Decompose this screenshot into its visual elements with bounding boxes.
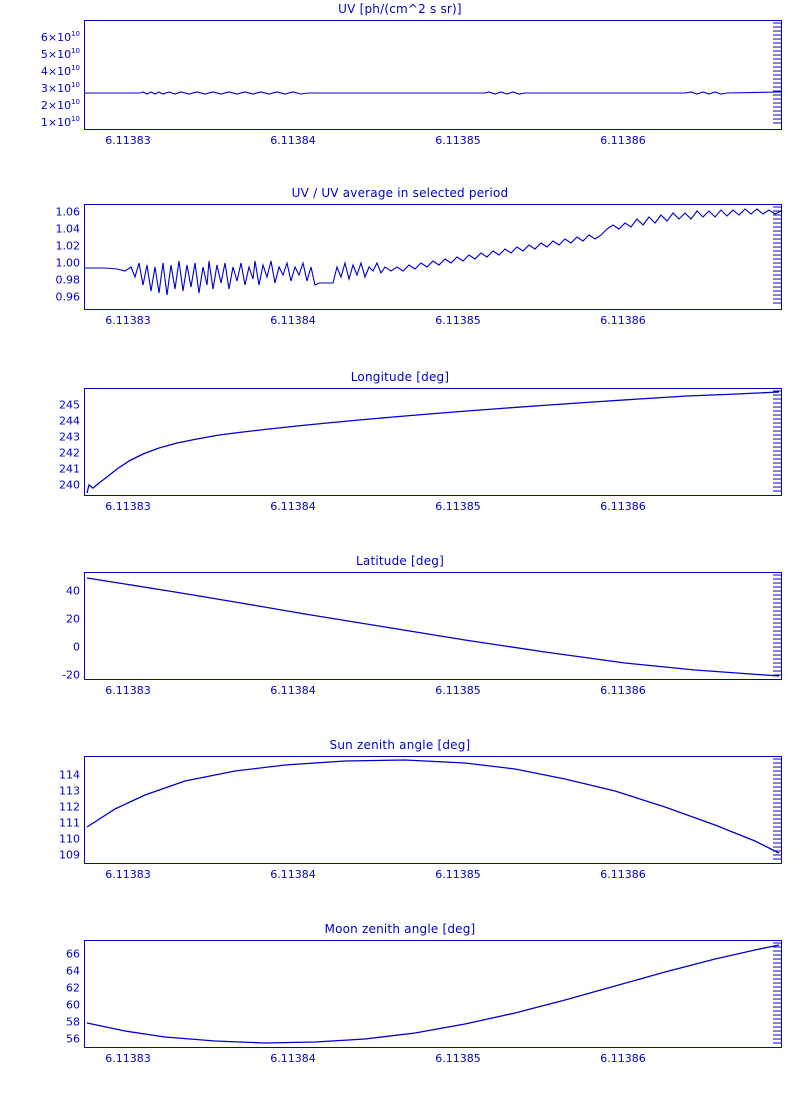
y-tick: 20 [66, 612, 80, 626]
y-tick: 60 [66, 998, 80, 1012]
panel-latitude [0, 546, 800, 716]
y-tick: 62 [66, 981, 80, 995]
panel-sun-zenith-y-axis [0, 756, 80, 864]
panel-longitude-plot [84, 388, 782, 496]
y-tick: $4\times 10^{10}$ [40, 64, 80, 78]
y-tick: $6\times 10^{10}$ [40, 30, 80, 44]
panel-uv-ratio-title: UV / UV average in selected period [291, 186, 509, 200]
panel-moon-zenith-plot [84, 940, 782, 1048]
x-tick: 6.11383 [105, 134, 151, 147]
panel-longitude [0, 362, 800, 532]
panel-sun-zenith-title: Sun zenith angle [deg] [329, 738, 471, 752]
panel-latitude-line [85, 573, 781, 679]
panel-uv-ratio [0, 178, 800, 348]
panel-sun-zenith-plot [84, 756, 782, 864]
x-tick: 6.11386 [600, 500, 646, 513]
y-tick: $5\times 10^{10}$ [40, 47, 80, 61]
y-tick: $3\times 10^{10}$ [40, 81, 80, 95]
x-tick: 6.11386 [600, 134, 646, 147]
y-tick: 0 [73, 640, 80, 654]
x-tick: 6.11384 [270, 868, 316, 881]
x-tick: 6.11385 [435, 134, 481, 147]
panel-uv-plot [84, 20, 782, 130]
y-tick: $2\times 10^{10}$ [40, 98, 80, 112]
panel-uv-ratio-x-axis [84, 314, 782, 330]
y-tick: -20 [62, 668, 80, 682]
x-tick: 6.11385 [435, 314, 481, 327]
panel-uv-ratio-plot [84, 204, 782, 310]
y-tick: 244 [59, 414, 80, 428]
panel-uv-ratio-line [85, 205, 781, 309]
x-tick: 6.11383 [105, 314, 151, 327]
panel-longitude-x-axis [84, 500, 782, 516]
y-tick: 112 [59, 800, 80, 814]
y-tick: 1.06 [55, 205, 80, 219]
y-tick: $1\times 10^{10}$ [40, 115, 80, 129]
x-tick: 6.11383 [105, 1052, 151, 1065]
panel-moon-zenith-title: Moon zenith angle [deg] [324, 922, 476, 936]
y-tick: 111 [59, 816, 80, 830]
y-tick: 58 [66, 1015, 80, 1029]
panel-uv-x-axis [84, 134, 782, 150]
x-tick: 6.11384 [270, 684, 316, 697]
x-tick: 6.11384 [270, 314, 316, 327]
x-tick: 6.11383 [105, 500, 151, 513]
panel-latitude-x-axis [84, 684, 782, 700]
panel-latitude-title: Latitude [deg] [356, 554, 444, 568]
y-tick: 1.04 [55, 222, 80, 236]
x-tick: 6.11384 [270, 500, 316, 513]
y-tick: 64 [66, 964, 80, 978]
panel-moon-zenith-y-axis [0, 940, 80, 1048]
y-tick: 245 [59, 398, 80, 412]
x-tick: 6.11386 [600, 684, 646, 697]
x-tick: 6.11386 [600, 868, 646, 881]
y-tick: 66 [66, 947, 80, 961]
y-tick: 1.00 [55, 256, 80, 270]
panel-moon-zenith [0, 914, 800, 1084]
x-tick: 6.11385 [435, 500, 481, 513]
y-tick: 56 [66, 1032, 80, 1046]
panel-sun-zenith [0, 730, 800, 900]
panel-uv-line [85, 21, 781, 129]
panel-sun-zenith-x-axis [84, 868, 782, 884]
y-tick: 242 [59, 446, 80, 460]
x-tick: 6.11385 [435, 868, 481, 881]
y-tick: 241 [59, 462, 80, 476]
x-tick: 6.11384 [270, 1052, 316, 1065]
panel-uv-ratio-y-axis [0, 204, 80, 310]
x-tick: 6.11386 [600, 314, 646, 327]
y-tick: 40 [66, 584, 80, 598]
y-tick: 110 [59, 832, 80, 846]
y-tick: 114 [59, 768, 80, 782]
panel-uv-y-axis [0, 20, 80, 130]
panel-uv-title: UV [ph/(cm^2 s sr)] [338, 2, 462, 16]
x-tick: 6.11386 [600, 1052, 646, 1065]
panel-longitude-line [85, 389, 781, 495]
y-tick: 243 [59, 430, 80, 444]
y-tick: 109 [59, 848, 80, 862]
y-tick: 0.96 [55, 290, 80, 304]
x-tick: 6.11383 [105, 684, 151, 697]
x-tick: 6.11385 [435, 684, 481, 697]
panel-moon-zenith-x-axis [84, 1052, 782, 1068]
x-tick: 6.11385 [435, 1052, 481, 1065]
panel-moon-zenith-line [85, 941, 781, 1047]
panel-sun-zenith-line [85, 757, 781, 863]
x-tick: 6.11383 [105, 868, 151, 881]
panel-longitude-y-axis [0, 388, 80, 496]
y-tick: 113 [59, 784, 80, 798]
x-tick: 6.11384 [270, 134, 316, 147]
panel-latitude-y-axis [0, 572, 80, 680]
y-tick: 0.98 [55, 273, 80, 287]
panel-longitude-title: Longitude [deg] [350, 370, 450, 384]
panel-uv [0, 0, 800, 170]
y-tick: 240 [59, 478, 80, 492]
panel-latitude-plot [84, 572, 782, 680]
y-tick: 1.02 [55, 239, 80, 253]
